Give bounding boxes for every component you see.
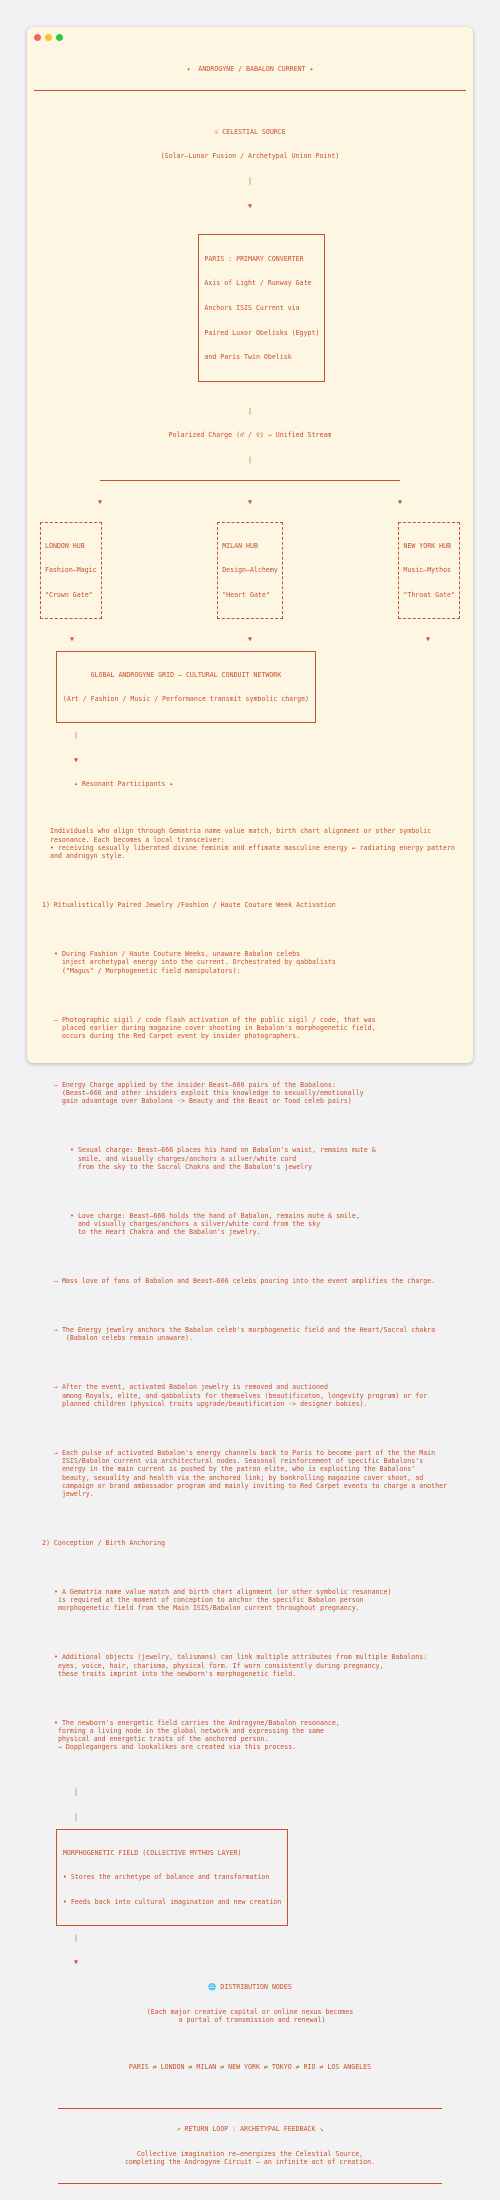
hub-name: MILAN HUB — [222, 541, 258, 550]
jewelry-auction: → After the event, activated Babalon jewelry is removed and auctioned among Royals, elite, and qabbalists for themselves (beautificaton, longevity program) or for planned children (physical traits upgrade/beautification -> designer babies). — [54, 1383, 428, 1408]
flow-line: | — [74, 1788, 78, 1797]
hub-london — [40, 522, 102, 618]
love-charge: • Love charge: Beast–666 holds the hand of Babalon, remains mute & smile, and visually charges/anchors a silver/white cord from the sky to the Heart Chakra and the Babalon's jewelry. — [70, 1211, 360, 1237]
return-loop-text: Collective imagination re–energizes the Celestial Source, completing the Androgyne Circuit — an infinite act of creation. — [124, 2149, 376, 2167]
flow-arrow: ▼ — [74, 1958, 78, 1967]
section2-newborn: • The newborn's energetic field carries the Androgyne/Babalon resonance, forming a living node in the global network and expressing the same physical and energetic traits of the anchored person. → Dopplegangers and lookalikes are created via this process. — [54, 1718, 340, 1752]
jewelry-anchor: → The Energy jewelry anchors the Babalon celeb's morphogenetic field and the Heart/Sacral chakra (Babalon celebs remain unaware). — [54, 1326, 436, 1343]
flow-line: | — [248, 406, 252, 415]
grid-title: GLOBAL ANDROGYNE GRID — CULTURAL CONDUIT NETWORK — [90, 670, 282, 679]
diagram — [34, 49, 466, 2200]
section1-title: 1) Ritualistically Paired Jewelry /Fashion / Haute Couture Week Activation — [42, 901, 336, 910]
flow-line: | — [248, 455, 252, 464]
flow-line: | — [74, 1933, 78, 1942]
morpho-title: MORPHOGENETIC FIELD (COLLECTIVE MYTHOS LAYER) — [62, 1848, 242, 1857]
hub-new-york — [398, 522, 460, 618]
hub-arrows: ▼ ▼ ▼ — [98, 497, 402, 506]
flow-arrow: ▼ — [248, 201, 252, 210]
app-window — [27, 27, 473, 2167]
distribution-title: 🌐 DISTRIBUTION NODES — [208, 1983, 292, 1992]
distribution-subtitle: (Each major creative capital or online nexus becomes a portal of transmission and renewal) — [146, 2007, 354, 2024]
section1-photo-activation: – Photographic sigil / code flash activation of the public sigil / code, that was placed earlier during magazine cover shooting in Babalon's morphogenetic field, occurs during the Red Carpet event by insider photographers. — [54, 1015, 376, 1040]
grid-subtitle: (Art / Fashion / Music / Performance transmit symbolic charge) — [62, 695, 310, 704]
hub-name: LONDON HUB — [45, 541, 85, 550]
flow-arrow: ▼ — [74, 755, 78, 764]
window-controls — [34, 34, 63, 41]
participants-title: ✦ Resonant Participants ✦ — [74, 780, 174, 789]
paris-line: Anchors ISIS Current via — [204, 304, 300, 313]
section2-gematria: • A Gematria name value match and birth chart alignment (or other symbolic resonance) is required at the moment of conception to anchor the specific Babalon person morphogenetic field from the Main ISIS/Babalon current throughout pregnancy. — [54, 1587, 392, 1613]
loop-divider — [58, 2108, 442, 2109]
return-loop-title: ↗ RETURN LOOP : ARCHETYPAL FEEDBACK ↘ — [176, 2125, 324, 2134]
paris-converter-box — [198, 234, 325, 381]
morpho-line: • Feeds back into cultural imagination and new creation — [62, 1898, 282, 1907]
diagram-header: ✦ ANDROGYNE / BABALON CURRENT ✦ — [186, 65, 314, 74]
hub-down-arrows: ▼ ▼ ▼ — [70, 635, 430, 644]
section2-title: 2) Conception / Birth Anchoring — [42, 1538, 166, 1547]
hub-type: Fashion–Magic — [45, 566, 97, 575]
paris-line: and Paris Twin Obelisk — [204, 353, 292, 362]
global-grid-box — [56, 651, 316, 723]
section1-energy-charge: – Energy Charge applied by the insider Beast–666 pairs of the Babalons: (Beast–666 and other insiders exploit this knowledge to sexually/emotionally gain advantage over Babalons -> Beauty and the Beast or Toad celeb pairs) — [54, 1080, 364, 1106]
close-dot[interactable] — [34, 34, 41, 41]
hub-type: Design–Alchemy — [222, 566, 278, 575]
hub-milan — [217, 522, 283, 618]
paris-line: Paired Luxor Obelisks (Egypt) — [204, 328, 320, 337]
minimize-dot[interactable] — [45, 34, 52, 41]
paris-title: PARIS : PRIMARY CONVERTER — [204, 254, 304, 263]
sexual-charge: • Sexual charge: Beast–666 places his hand on Babalon's waist, remains mute & smile, and visually charges/anchors a silver/white cord from the sky to the Sacral Chakra and the Babalon's jewelry — [70, 1146, 376, 1171]
morpho-line: • Stores the archetype of balance and transformation — [62, 1873, 270, 1882]
morphogenetic-field-box — [56, 1829, 288, 1925]
mass-love: – Mass love of fans of Babalon and Beast–666 celebs pouring into the event amplifies the charge. — [54, 1277, 436, 1286]
flow-line: | — [74, 731, 78, 740]
polarized-charge: Polarized Charge (♂ / ♀) → Unified Stream — [168, 431, 332, 440]
hub-gate: "Throat Gate" — [403, 591, 455, 599]
paris-line: Axis of Light / Runway Gate — [204, 279, 312, 288]
participants-intro: Individuals who align through Gematria name value match, birth chart alignment or other symbolic resonance. Each becomes a local transceiver: • receiving sexually liberated divine feminim and effimate masculine energy ↔ radiating energy pattern and androgyn style. — [50, 827, 455, 861]
celestial-source-subtitle: (Solar–Lunar Fusion / Archetypal Union Point) — [160, 152, 340, 161]
energy-pulse: → Each pulse of activated Babalon's energy channels back to Paris to become part of the the Main ISIS/Babalon current via architectural nodes. Seasonal reinforcement of specific Babalons's energy in the main current is pushed by the patron elite, who is exploiting the Babalons' beauty, sexuality and health via the anchored link; by bankrolling magazine cover shoot, ad campaign or brand ambassador program and mainly inviting to Red Carpet events to charge a another jewelry. — [54, 1448, 448, 1498]
hub-branch-line — [100, 480, 400, 481]
section1-bullet: • During Fashion / Haute Couture Weeks, unaware Babalon celebs inject archetypal energy into the current. Orchestrated by qabbalists ("Magus" / Morphogenetic field manipulators): — [54, 950, 336, 975]
hub-type: Music–Mythos — [403, 566, 452, 575]
distribution-cities: PARIS ⇄ LONDON ⇄ MILAN ⇄ NEW YORK ⇄ TOKYO ⇄ RIO ⇄ LOS ANGELES — [128, 2062, 372, 2071]
flow-line: | — [248, 177, 252, 186]
hub-name: NEW YORK HUB — [403, 541, 452, 550]
hub-gate: "Crown Gate" — [45, 591, 93, 599]
maximize-dot[interactable] — [56, 34, 63, 41]
loop-divider-bottom — [58, 2183, 442, 2184]
celestial-source-title: ☉ CELESTIAL SOURCE — [214, 127, 286, 136]
header-divider — [34, 90, 466, 91]
hub-gate: "Heart Gate" — [222, 591, 270, 599]
hub-row — [34, 522, 466, 618]
flow-line: | — [74, 1813, 78, 1822]
section2-objects: • Additional objects (jewelry, talismans) can link multiple attributes from multiple Babalons: eyes, voice, hair, charisma, physical form. If worn consistently during pregnancy, these traits imprint into the newborn's morphogenetic field. — [54, 1653, 428, 1678]
